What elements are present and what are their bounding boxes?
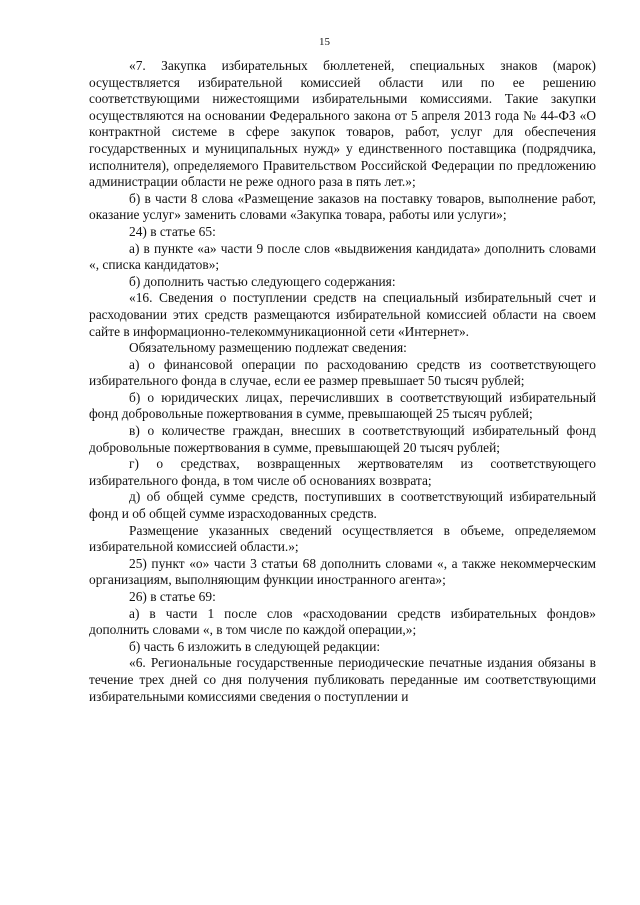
paragraph-b-legal-entities: б) о юридических лицах, перечисливших в соответствующий избирательный фонд добровольные пожертвования в сумме, превышающей 25 тысяч рублей;: [89, 389, 596, 422]
paragraph-g-returned-funds: г) о средствах, возвращенных жертвователям из соответствующего избирательного фонда, в том числе об основаниях возврата;: [89, 456, 596, 488]
paragraph-6-periodicals: «6. Региональные государственные периодические печатные издания обязаны в течение трех дней со дня получения публиковать переданные им соответствующими избирательными комиссиями сведения о поступлении и: [89, 655, 596, 704]
paragraph-b-part-8: б) в части 8 слова «Размещение заказов на поставку товаров, выполнение работ, оказание услуг» заменить словами «Закупка товара, работы или услуги»;: [89, 190, 596, 223]
paragraph-publication-scope: Размещение указанных сведений осуществляется в объеме, определяемом избирательной комиссией области.»;: [89, 522, 596, 555]
paragraph-a-financial-operation: а) о финансовой операции по расходованию средств из соответствующего избирательного фонда в случае, если ее размер превышает 50 тысяч рублей;: [89, 356, 596, 389]
document-body: [89, 58, 596, 705]
paragraph-7-purchase-ballots: «7. Закупка избирательных бюллетеней, специальных знаков (марок) осуществляется избирательной комиссией области или по ее решению соответствующими нижестоящими избирательными комиссиями. Такие закупки осуществляются на основании Федерального закона от 5 апреля 2013 года № 44-ФЗ «О контрактной системе в сфере закупок товаров, работ, услуг для обеспечения государственных и муниципальных нужд» у единственного поставщика (подрядчика, исполнителя), определяемого Правительством Российской Федерации по предложению администрации области не реже одного раза в пять лет.»;: [89, 58, 596, 190]
paragraph-v-citizens-count: в) о количестве граждан, внесших в соответствующий избирательный фонд добровольные пожертвования в сумме, превышающей 20 тысяч рублей;: [89, 423, 596, 455]
page-number: 15: [319, 36, 330, 48]
paragraph-24-article-65: 24) в статье 65:: [129, 223, 216, 239]
paragraph-d-total-sum: д) об общей сумме средств, поступивших в соответствующий избирательный фонд и об общей сумме израсходованных средств.: [89, 489, 596, 522]
paragraph-mandatory-publication: Обязательному размещению подлежат сведения:: [129, 340, 407, 356]
paragraph-a-point-a-part-9: а) в пункте «а» части 9 после слов «выдвижения кандидата» дополнить словами «, списка кандидатов»;: [89, 240, 596, 273]
paragraph-16-information-funds: «16. Сведения о поступлении средств на специальный избирательный счет и расходовании этих средств размещаются избирательной комиссией области на своем сайте в информационно-телекоммуникационной сети «Интернет».: [89, 290, 596, 339]
paragraph-a-part-1: а) в части 1 после слов «расходовании средств избирательных фондов» дополнить словами «, в том числе по каждой операции,»;: [89, 605, 596, 638]
paragraph-b-part-6: б) часть 6 изложить в следующей редакции:: [129, 638, 381, 654]
paragraph-b-add-part: б) дополнить частью следующего содержания:: [129, 273, 396, 289]
paragraph-25-article-68: 25) пункт «о» части 3 статьи 68 дополнить словами «, а также некоммерческим организациям, выполняющим функции иностранного агента»;: [89, 555, 596, 588]
paragraph-26-article-69: 26) в статье 69:: [129, 589, 216, 604]
